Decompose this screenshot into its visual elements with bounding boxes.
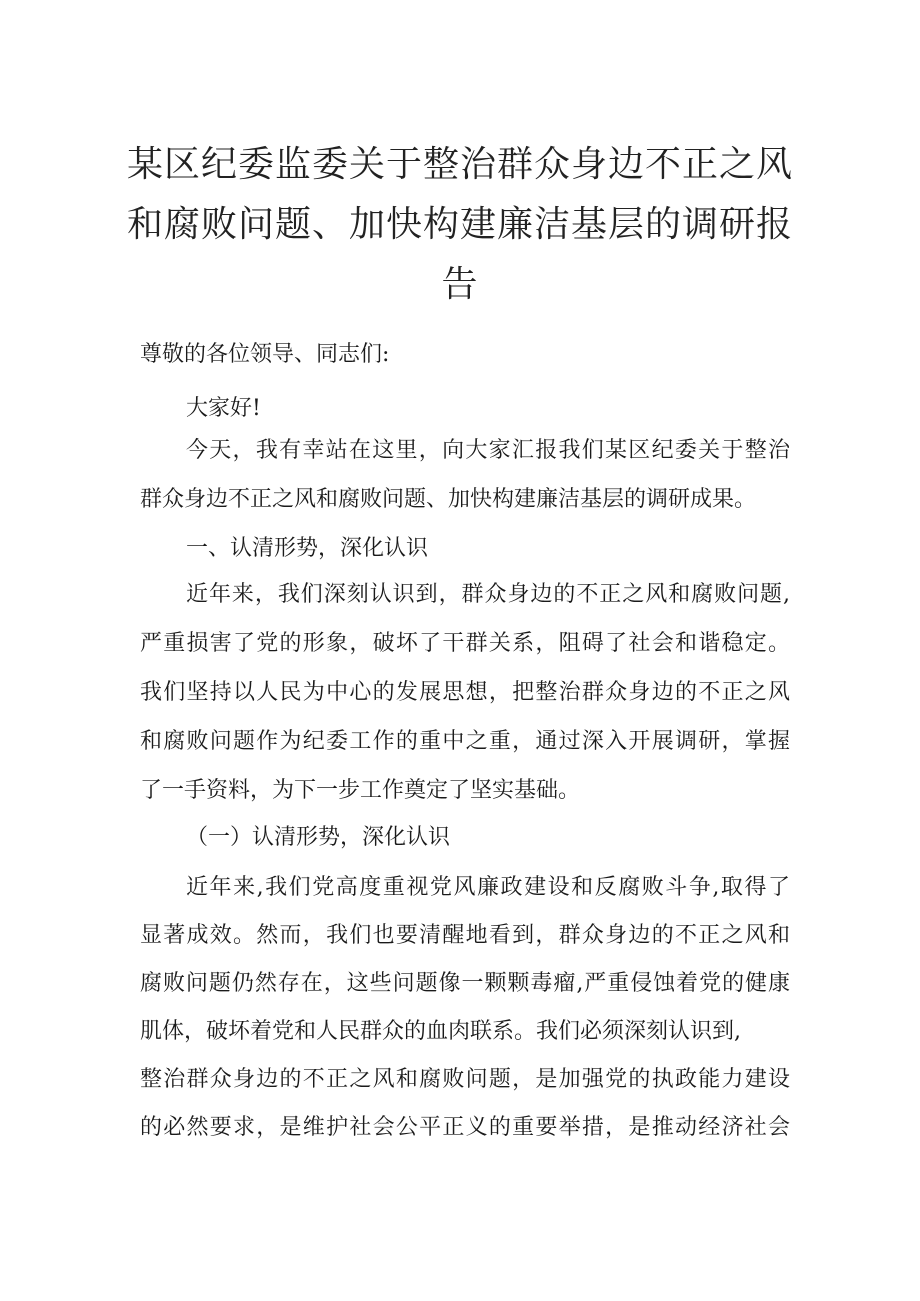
paragraph-line: 显著成效。然而，我们也要清醒地看到，群众身边的不正之风和 — [140, 923, 790, 948]
subsection-heading: （一）认清形势，深化认识 — [186, 825, 451, 850]
section-heading: 一、认清形势，深化认识 — [186, 536, 429, 561]
paragraph-line: 我们坚持以人民为中心的发展思想，把整治群众身边的不正之风 — [140, 680, 790, 705]
paragraph-line: 严重损害了党的形象，破坏了干群关系，阻碍了社会和谐稳定。 — [140, 631, 790, 656]
paragraph-line: 近年来,我们党高度重视党风廉政建设和反腐败斗争,取得了 — [186, 875, 790, 900]
paragraph-line: 今天，我有幸站在这里，向大家汇报我们某区纪委关于整治 — [186, 438, 790, 463]
paragraph-line: 肌体，破坏着党和人民群众的血肉联系。我们必须深刻认识到, — [140, 1019, 741, 1044]
paragraph-line: 群众身边不正之风和腐败问题、加快构建廉洁基层的调研成果。 — [140, 487, 757, 512]
document-title-line-1: 某区纪委监委关于整治群众身边不正之风 — [126, 144, 793, 185]
paragraph-line: 近年来，我们深刻认识到，群众身边的不正之风和腐败问题, — [186, 582, 790, 607]
greeting: 大家好! — [186, 396, 261, 421]
paragraph-line: 整治群众身边的不正之风和腐败问题，是加强党的执政能力建设 — [140, 1067, 790, 1092]
paragraph-line: 了一手资料，为下一步工作奠定了坚实基础。 — [140, 778, 581, 803]
paragraph-line: 腐败问题仍然存在，这些问题像一颗颗毒瘤,严重侵蚀着党的健康 — [140, 971, 790, 996]
document-title-line-3: 告 — [441, 264, 479, 305]
salutation: 尊敬的各位领导、同志们: — [140, 342, 390, 367]
paragraph-line: 和腐败问题作为纪委工作的重中之重，通过深入开展调研，掌握 — [140, 729, 790, 754]
document-title-line-2: 和腐败问题、加快构建廉洁基层的调研报 — [126, 204, 793, 245]
paragraph-line: 的必然要求，是维护社会公平正义的重要举措，是推动经济社会 — [140, 1115, 790, 1140]
